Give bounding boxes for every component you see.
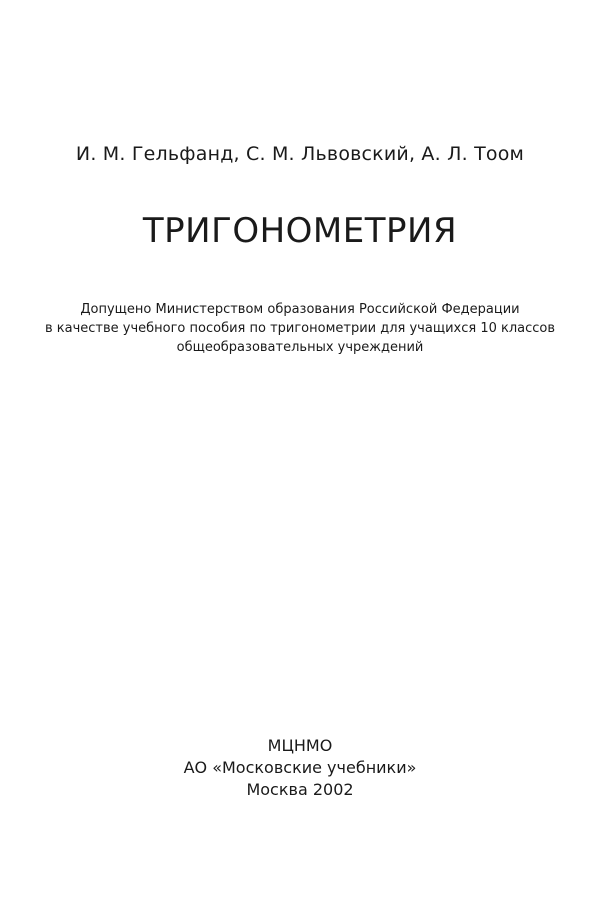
publisher-name: МЦНМО xyxy=(267,736,333,755)
publisher-block xyxy=(0,735,600,801)
authors-line: И. М. Гельфанд, С. М. Львовский, А. Л. Тоом xyxy=(75,143,525,165)
book-title: ТРИГОНОМЕТРИЯ xyxy=(142,211,458,251)
publication-place-year: Москва 2002 xyxy=(246,780,354,799)
approval-statement xyxy=(0,300,600,357)
approval-line-2: в качестве учебного пособия по тригонометрии для учащихся 10 классов xyxy=(44,321,556,336)
publisher-coauthor: АО «Московские учебники» xyxy=(183,758,417,777)
approval-line-3: общеобразовательных учреждений xyxy=(176,340,424,355)
approval-line-1: Допущено Министерством образования Российской Федерации xyxy=(80,302,520,317)
